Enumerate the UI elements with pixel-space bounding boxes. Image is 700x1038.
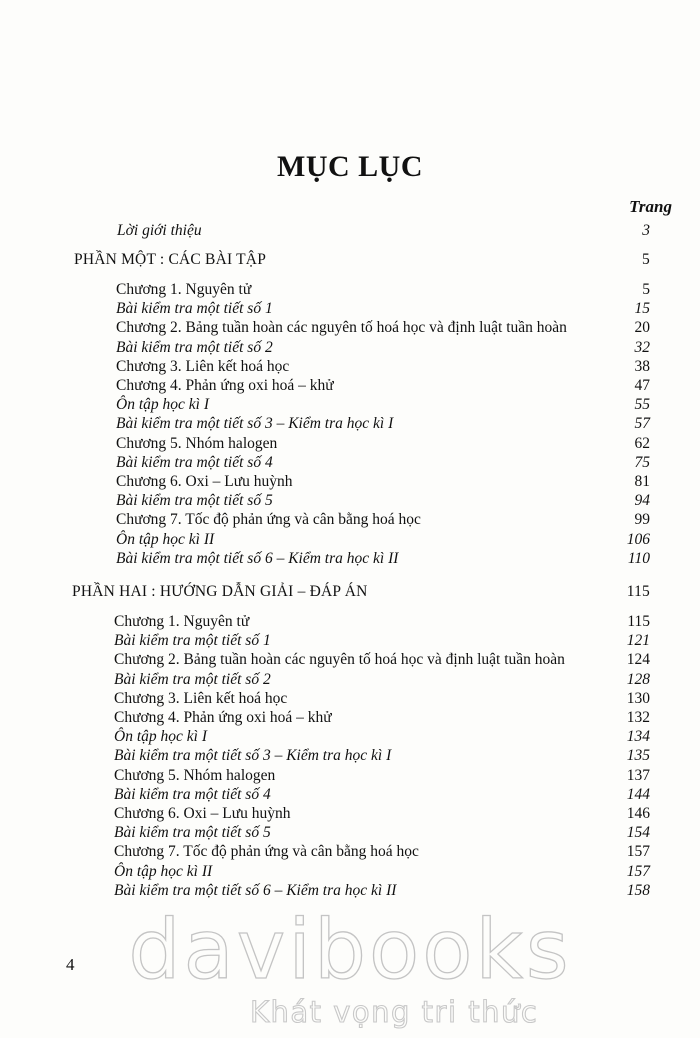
toc-entry-title: Chương 6. Oxi – Lưu huỳnh — [116, 473, 293, 490]
toc-entry-title: Chương 2. Bảng tuần hoàn các nguyên tố hoá học và định luật tuần hoàn — [116, 319, 567, 337]
toc-entry-title: Chương 4. Phản ứng oxi hoá – khử — [114, 709, 332, 726]
toc-entry — [114, 612, 650, 632]
toc-entry — [116, 338, 650, 358]
toc-entry — [114, 727, 650, 747]
toc-entry-title: Chương 6. Oxi – Lưu huỳnh — [114, 805, 291, 822]
toc-entry-title: Chương 3. Liên kết hoá học — [116, 357, 290, 375]
toc-entry-title: Chương 5. Nhóm halogen — [114, 766, 276, 784]
toc-entry — [114, 785, 650, 805]
toc-entry-title: Ôn tập học kì I — [114, 728, 207, 746]
toc-entry-page: 157 — [626, 862, 650, 880]
toc-entry — [114, 881, 650, 901]
toc-entry-page: 38 — [634, 357, 650, 375]
toc-entry — [114, 823, 650, 843]
toc-entry — [116, 434, 650, 454]
toc-entry-title: Chương 4. Phản ứng oxi hoá – khử — [116, 377, 334, 394]
toc-entry-title: Bài kiểm tra một tiết số 6 – Kiểm tra học kì II — [114, 881, 397, 899]
toc-entry-page: 128 — [626, 670, 650, 688]
part-two-page: 115 — [626, 583, 650, 600]
toc-entry-title: Bài kiểm tra một tiết số 2 — [116, 338, 273, 356]
toc-entry — [116, 357, 650, 377]
toc-entry-title: Bài kiểm tra một tiết số 2 — [114, 670, 271, 688]
toc-entry — [114, 746, 650, 766]
toc-entry-title: Ôn tập học kì II — [114, 862, 213, 880]
toc-entry — [116, 280, 650, 300]
toc-entry-page: 94 — [634, 492, 650, 510]
toc-entry-title: Chương 3. Liên kết hoá học — [114, 689, 288, 707]
toc-entry — [116, 491, 650, 511]
toc-entry — [116, 453, 650, 473]
toc-entry-title: Bài kiểm tra một tiết số 5 — [116, 492, 273, 510]
toc-entry-title: Chương 2. Bảng tuần hoàn các nguyên tố hoá học và định luật tuần hoàn — [114, 651, 565, 669]
toc-entry-page: 158 — [626, 881, 650, 899]
toc-entry — [116, 318, 650, 338]
toc-entry-page: 124 — [626, 651, 650, 669]
toc-entry-page: 110 — [627, 549, 650, 567]
toc-entry-title: Lời giới thiệu — [117, 222, 202, 239]
toc-entry-title: Chương 1. Nguyên tử — [114, 613, 250, 630]
toc-entry-title: Bài kiểm tra một tiết số 4 — [114, 785, 271, 803]
toc-entry — [114, 708, 650, 728]
toc-entry-title: Ôn tập học kì II — [116, 530, 215, 548]
toc-entry-page: 57 — [634, 415, 650, 433]
part-two-title: PHẦN HAI : HƯỚNG DẪN GIẢI – ĐÁP ÁN — [72, 583, 368, 600]
toc-entry-page: 134 — [626, 728, 650, 746]
toc-entry-title: Bài kiểm tra một tiết số 5 — [114, 824, 271, 842]
toc-entry — [116, 299, 650, 319]
part-one-page: 5 — [642, 251, 650, 268]
toc-entry-title: Bài kiểm tra một tiết số 3 – Kiểm tra học kì I — [116, 415, 394, 433]
toc-entry-page: 5 — [642, 281, 650, 298]
toc-entry — [116, 549, 650, 569]
part-one-title: PHẦN MỘT : CÁC BÀI TẬP — [74, 251, 267, 268]
toc-entry-title: Bài kiểm tra một tiết số 1 — [116, 300, 273, 318]
toc-entry-page: 144 — [626, 785, 650, 803]
toc-entry — [116, 414, 650, 434]
toc-entry-page: 75 — [634, 453, 650, 471]
toc-entry-title: Bài kiểm tra một tiết số 6 – Kiểm tra học kì II — [116, 549, 399, 567]
toc-entry-title: Bài kiểm tra một tiết số 3 – Kiểm tra học kì I — [114, 747, 392, 765]
toc-entry-page: 15 — [634, 300, 650, 318]
toc-entry-title: Chương 5. Nhóm halogen — [116, 434, 278, 452]
toc-entry-page: 132 — [626, 709, 650, 726]
toc-entry — [114, 689, 650, 709]
toc-entry-page: 106 — [626, 530, 650, 548]
toc-entry-title: Bài kiểm tra một tiết số 1 — [114, 632, 271, 650]
toc-entry — [116, 472, 650, 492]
toc-entry-intro — [117, 221, 650, 241]
toc-entry-page: 146 — [626, 805, 650, 822]
toc-entry-page: 20 — [634, 319, 650, 337]
toc-entry-page: 137 — [626, 766, 650, 784]
page-number: 4 — [66, 955, 75, 974]
toc-entry-page: 154 — [626, 824, 650, 842]
toc-entry-page: 81 — [634, 473, 650, 490]
toc-entry-page: 62 — [634, 434, 650, 452]
page-title: MỤC LỤC — [277, 150, 423, 183]
toc-entry — [114, 842, 650, 862]
toc-entry-page: 121 — [626, 632, 650, 650]
toc-entry-page: 3 — [642, 222, 650, 239]
part-one-heading — [74, 250, 650, 270]
toc-entry-page: 99 — [634, 511, 650, 529]
toc-entry — [116, 376, 650, 396]
toc-entry-page: 130 — [626, 689, 650, 707]
toc-entry — [114, 804, 650, 824]
toc-entry-page: 157 — [626, 843, 650, 861]
toc-entry — [114, 631, 650, 651]
toc-entry — [114, 670, 650, 690]
toc-entry-title: Chương 7. Tốc độ phản ứng và cân bằng hoá học — [114, 843, 419, 861]
toc-entry-page: 47 — [634, 377, 650, 394]
part-two-heading — [72, 582, 650, 602]
toc-entry — [114, 650, 650, 670]
toc-entry-title: Chương 1. Nguyên tử — [116, 281, 252, 298]
toc-entry-page: 115 — [627, 613, 650, 630]
toc-entry — [116, 395, 650, 415]
toc-entry — [114, 862, 650, 882]
toc-entry-title: Bài kiểm tra một tiết số 4 — [116, 453, 273, 471]
watermark-logo: davibooks — [128, 903, 572, 998]
toc-entry-title: Ôn tập học kì I — [116, 396, 209, 414]
toc-entry-title: Chương 7. Tốc độ phản ứng và cân bằng hoá học — [116, 511, 421, 529]
toc-entry-page: 32 — [634, 338, 650, 356]
toc-entry-page: 55 — [634, 396, 650, 414]
watermark-slogan: Khát vọng tri thức — [250, 995, 539, 1029]
toc-entry — [116, 530, 650, 550]
toc-entry — [116, 510, 650, 530]
toc-entry — [114, 766, 650, 786]
page-column-label: Trang — [629, 197, 672, 216]
toc-entry-page: 135 — [626, 747, 650, 765]
